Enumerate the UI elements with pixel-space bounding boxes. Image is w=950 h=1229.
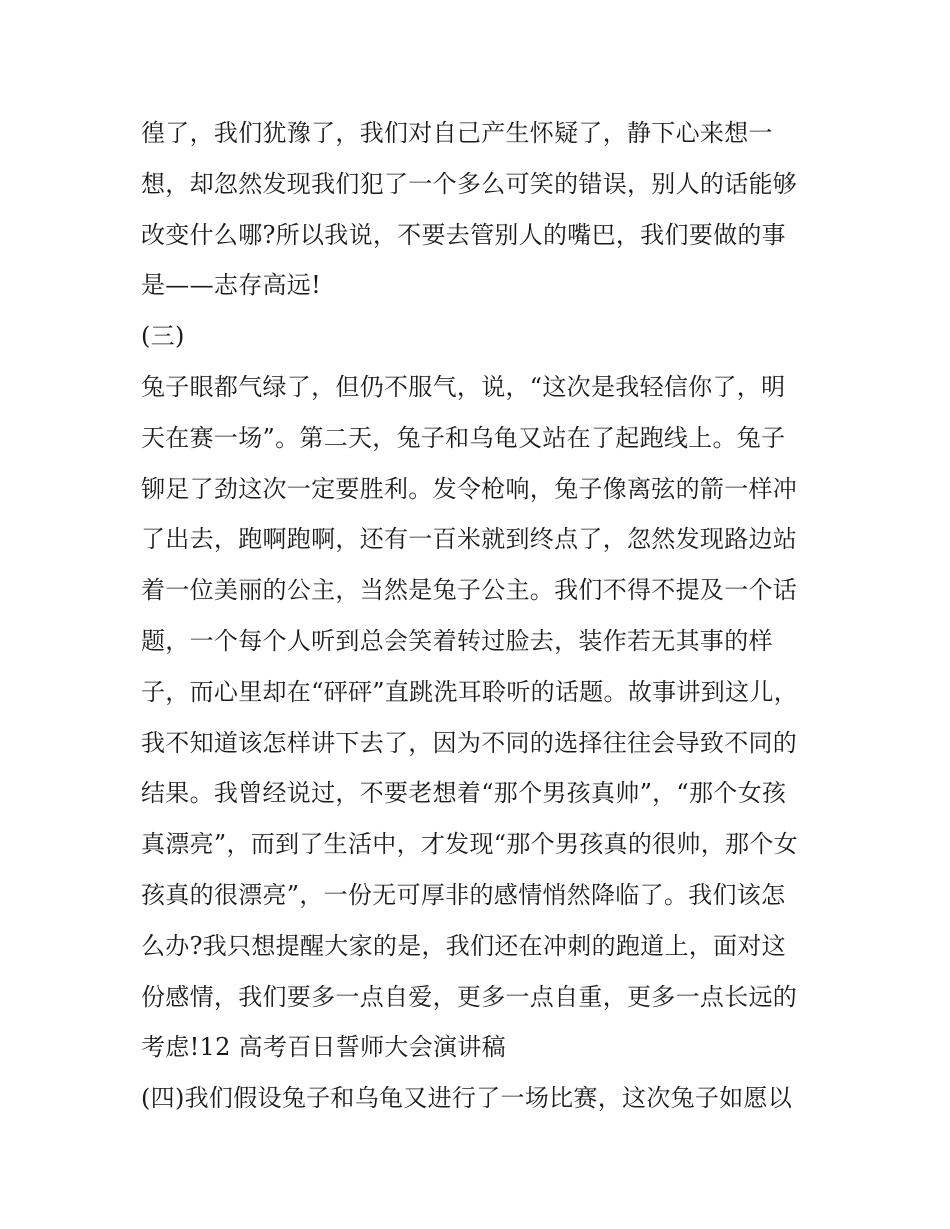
text-line: 兔子眼都气绿了，但仍不服气，说，“这次是我轻信你了，明 — [141, 372, 786, 401]
text-line: 孩真的很漂亮”，一份无可厚非的感情悄然降临了。我们该怎 — [141, 880, 786, 909]
text-line: 我不知道该怎样讲下去了，因为不同的选择往往会导致不同的 — [141, 728, 798, 757]
text-line: 了出去，跑啊跑啊，还有一百米就到终点了，忽然发现路边站 — [141, 525, 798, 554]
text-line: 真漂亮”，而到了生活中，才发现“那个男孩真的很帅，那个女 — [141, 830, 798, 859]
text-line: 改变什么哪?所以我说，不要去管别人的嘴巴，我们要做的事 — [141, 220, 786, 249]
text-line: 想，却忽然发现我们犯了一个多么可笑的错误，别人的话能够 — [141, 169, 798, 198]
body-text — [141, 108, 821, 1124]
text-line: 铆足了劲这次一定要胜利。发令枪响，兔子像离弦的箭一样冲 — [141, 474, 798, 503]
text-line: 结果。我曾经说过，不要老想着“那个男孩真帅”，“那个女孩 — [141, 779, 787, 808]
text-line: 天在赛一场”。第二天，兔子和乌龟又站在了起跑线上。兔子 — [141, 423, 786, 452]
text-line: 考虑!12 高考百日誓师大会演讲稿 — [141, 1033, 506, 1062]
text-line: 子，而心里却在“砰砰”直跳洗耳聆听的话题。故事讲到这儿， — [141, 677, 798, 706]
text-line: 是——志存高远! — [141, 271, 322, 300]
text-line: 题，一个每个人听到总会笑着转过脸去，装作若无其事的样 — [141, 626, 773, 655]
text-line: 着一位美丽的公主，当然是兔子公主。我们不得不提及一个话 — [141, 576, 798, 605]
text-line: 徨了，我们犹豫了，我们对自己产生怀疑了，静下心来想一 — [141, 119, 773, 147]
section-heading: (三) — [141, 322, 185, 351]
text-line: 么办?我只想提醒大家的是，我们还在冲刺的跑道上，面对这 — [141, 931, 786, 960]
text-line: 份感情，我们要多一点自爱，更多一点自重，更多一点长远的 — [141, 982, 798, 1011]
text-line: (四)我们假设兔子和乌龟又进行了一场比赛，这次兔子如愿以 — [141, 1084, 793, 1113]
